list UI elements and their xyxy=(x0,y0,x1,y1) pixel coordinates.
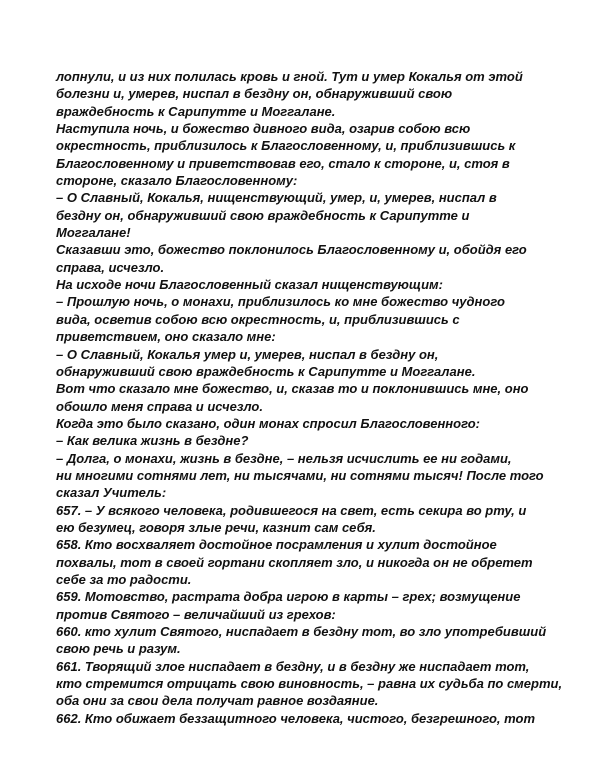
text-line: сказал Учитель: xyxy=(56,485,167,501)
text-line: ни многими сотнями лет, ни тысячами, ни сотнями тысяч! После того xyxy=(56,467,544,483)
text-line: вида, осветив собою всю окрестность, и, приблизившись с xyxy=(56,311,460,327)
text-line: – Как велика жизнь в бездне? xyxy=(56,433,249,449)
text-line: похвалы, тот в своей гортани скопляет зло, и никогда он не обретет xyxy=(56,554,533,570)
text-line: окрестность, приблизилось к Благословенному, и, приблизившись к xyxy=(56,138,516,154)
text-line: лопнули, и из них полилась кровь и гной. Тут и умер Кокалья от этой xyxy=(56,69,523,84)
text-line: Моггалане! xyxy=(56,225,131,241)
text-line: стороне, сказало Благословенному: xyxy=(56,173,298,189)
text-line: Вот что сказало мне божество, и, сказав то и поклонившись мне, оно xyxy=(56,381,529,397)
text-line: Сказавши это, божество поклонилось Благословенному и, обойдя его xyxy=(56,242,527,258)
text-line: 659. Мотовство, растрата добра игрою в карты – грех; возмущение xyxy=(56,589,521,605)
text-line: – О Славный, Кокалья умер и, умерев, ниспал в бездну он, xyxy=(56,346,439,362)
text-line: 658. Кто восхваляет достойное посрамления и хулит достойное xyxy=(56,537,497,553)
text-line: Когда это было сказано, один монах спросил Благословенного: xyxy=(56,415,480,431)
text-line: ею безумец, говоря злые речи, казнит сам себя. xyxy=(56,519,376,535)
text-line: 661. Творящий злое ниспадает в бездну, и в бездну же ниспадает тот, xyxy=(56,658,530,674)
text-line: Благословенному и приветствовав его, стало к стороне, и, стоя в xyxy=(56,155,510,171)
text-line: На исходе ночи Благословенный сказал нищенствующим: xyxy=(56,277,443,293)
text-line: – Долга, о монахи, жизнь в бездне, – нельзя исчислить ее ни годами, xyxy=(56,450,512,466)
text-line: – О Славный, Кокалья, нищенствующий, умер, и, умерев, ниспал в xyxy=(56,190,497,206)
text-line: обошло меня справа и исчезло. xyxy=(56,398,263,414)
text-line: болезни и, умерев, ниспал в бездну он, обнаруживший свою xyxy=(56,86,453,102)
text-line: приветствием, оно сказало мне: xyxy=(56,329,276,345)
document-page xyxy=(56,68,563,727)
text-line: обнаруживший свою враждебность к Сарипутте и Моггалане. xyxy=(56,363,476,379)
text-line: 657. – У всякого человека, родившегося на свет, есть секира во рту, и xyxy=(56,502,527,518)
text-line: бездну он, обнаруживший свою враждебность к Сарипутте и xyxy=(56,207,470,223)
text-line: 662. Кто обижает беззащитного человека, чистого, безгрешного, тот xyxy=(56,710,536,726)
text-line: против Святого – величайший из грехов: xyxy=(56,606,336,622)
text-line: свою речь и разум. xyxy=(56,641,181,657)
text-line: справа, исчезло. xyxy=(56,259,165,275)
text-line: – Прошлую ночь, о монахи, приблизилось ко мне божество чудного xyxy=(56,294,505,310)
text-line: Наступила ночь, и божество дивного вида, озарив собою всю xyxy=(56,121,471,137)
text-line: враждебность к Сарипутте и Моггалане. xyxy=(56,103,336,119)
text-line: оба они за свои дела получат равное воздаяние. xyxy=(56,693,379,709)
text-line: кто стремится отрицать свою виновность, – равна их судьба по смерти, xyxy=(56,676,563,692)
text-line: себе за то радости. xyxy=(56,571,192,587)
text-line: 660. кто хулит Святого, ниспадает в бездну тот, во зло употребивший xyxy=(56,624,547,639)
